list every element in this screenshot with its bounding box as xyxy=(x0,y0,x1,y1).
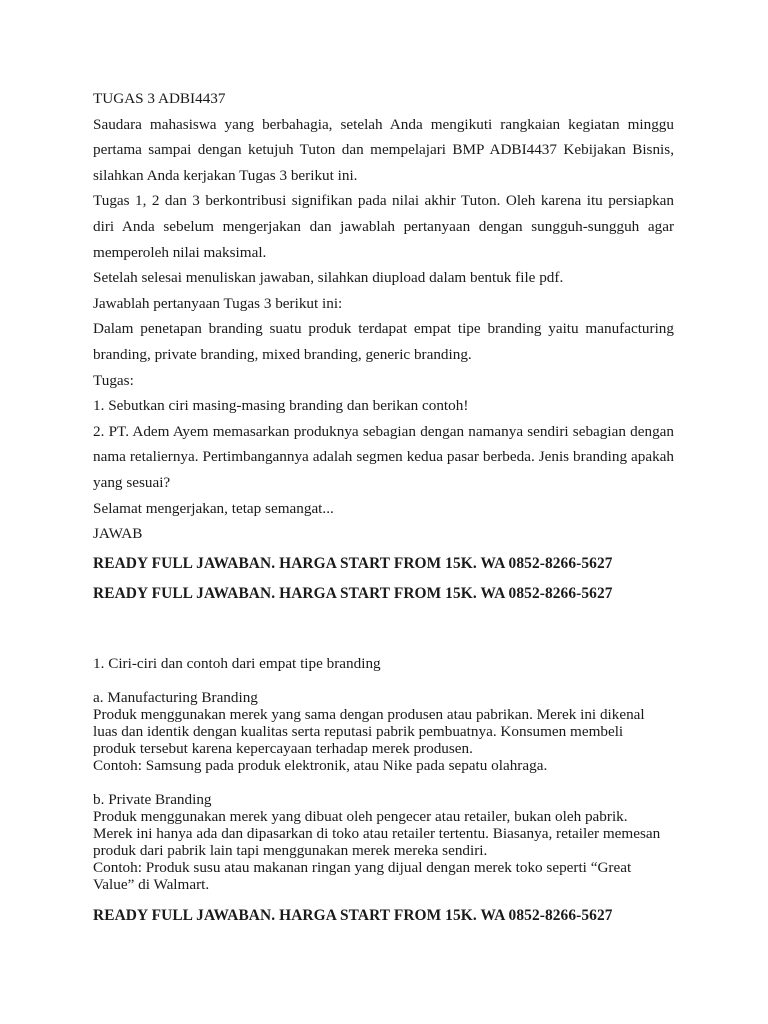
promo-banner: READY FULL JAWABAN. HARGA START FROM 15K. WA 0852-8266-5627 xyxy=(93,554,613,572)
tugas-label: Tugas: xyxy=(93,371,134,389)
answer-b-line: produk dari pabrik lain tapi menggunakan merek mereka sendiri. xyxy=(93,842,488,859)
answer-b-line: Merek ini hanya ada dan dipasarkan di toko atau retailer tertentu. Biasanya, retailer memesan xyxy=(93,825,661,842)
answer-section xyxy=(93,655,674,893)
answer-a-line: luas dan identik dengan kualitas serta reputasi pabrik pembuatnya. Konsumen membeli xyxy=(93,723,624,740)
answer-heading: 1. Ciri-ciri dan contoh dari empat tipe branding xyxy=(93,655,381,672)
intro-paragraph-4: Jawablah pertanyaan Tugas 3 berikut ini: xyxy=(93,294,343,312)
answer-b-line: Produk menggunakan merek yang dibuat oleh pengecer atau retailer, bukan oleh pabrik. xyxy=(93,808,628,825)
question-2: 2. PT. Adem Ayem memasarkan produknya sebagian dengan namanya sendiri sebagian dengan nama retaliernya. Pertimbangannya adalah segmen kedua pasar berbeda. Jenis branding apakah yang sesuai? xyxy=(93,422,674,491)
promo-banner: READY FULL JAWABAN. HARGA START FROM 15K. WA 0852-8266-5627 xyxy=(93,584,613,602)
context-paragraph: Dalam penetapan branding suatu produk terdapat empat tipe branding yaitu manufacturing branding, private branding, mixed branding, generic branding. xyxy=(93,320,674,363)
document-title: TUGAS 3 ADBI4437 xyxy=(93,90,226,107)
document-page xyxy=(93,86,674,603)
intro-paragraph-3: Setelah selesai menuliskan jawaban, silahkan diupload dalam bentuk file pdf. xyxy=(93,269,564,287)
closing-text: Selamat mengerjakan, tetap semangat... xyxy=(93,499,334,517)
question-1: 1. Sebutkan ciri masing-masing branding dan berikan contoh! xyxy=(93,397,469,415)
answer-a-line: Produk menggunakan merek yang sama dengan produsen atau pabrikan. Merek ini dikenal xyxy=(93,706,645,723)
intro-paragraph-2: Tugas 1, 2 dan 3 berkontribusi signifikan pada nilai akhir Tuton. Oleh karena itu persiapkan diri Anda sebelum mengerjakan dan jawablah pertanyaan dengan sungguh-sungguh agar memperoleh nilai maksimal. xyxy=(93,192,674,261)
answer-b-example: Value” di Walmart. xyxy=(93,876,210,893)
answer-b-example: Contoh: Produk susu atau makanan ringan yang dijual dengan merek toko seperti “Great xyxy=(93,859,632,876)
answer-a-example: Contoh: Samsung pada produk elektronik, atau Nike pada sepatu olahraga. xyxy=(93,757,548,774)
answer-a-line: produk tersebut karena kepercayaan terhadap merek produsen. xyxy=(93,740,473,757)
answer-a-title: a. Manufacturing Branding xyxy=(93,689,258,706)
intro-paragraph-1: Saudara mahasiswa yang berbahagia, setelah Anda mengikuti rangkaian kegiatan minggu pertama sampai dengan ketujuh Tuton dan mempelajari BMP ADBI4437 Kebijakan Bisnis, silahkan Anda kerjakan Tugas 3 berikut ini. xyxy=(93,115,674,184)
jawab-label: JAWAB xyxy=(93,525,143,543)
promo-banner: READY FULL JAWABAN. HARGA START FROM 15K. WA 0852-8266-5627 xyxy=(93,907,613,924)
answer-b-title: b. Private Branding xyxy=(93,791,212,808)
